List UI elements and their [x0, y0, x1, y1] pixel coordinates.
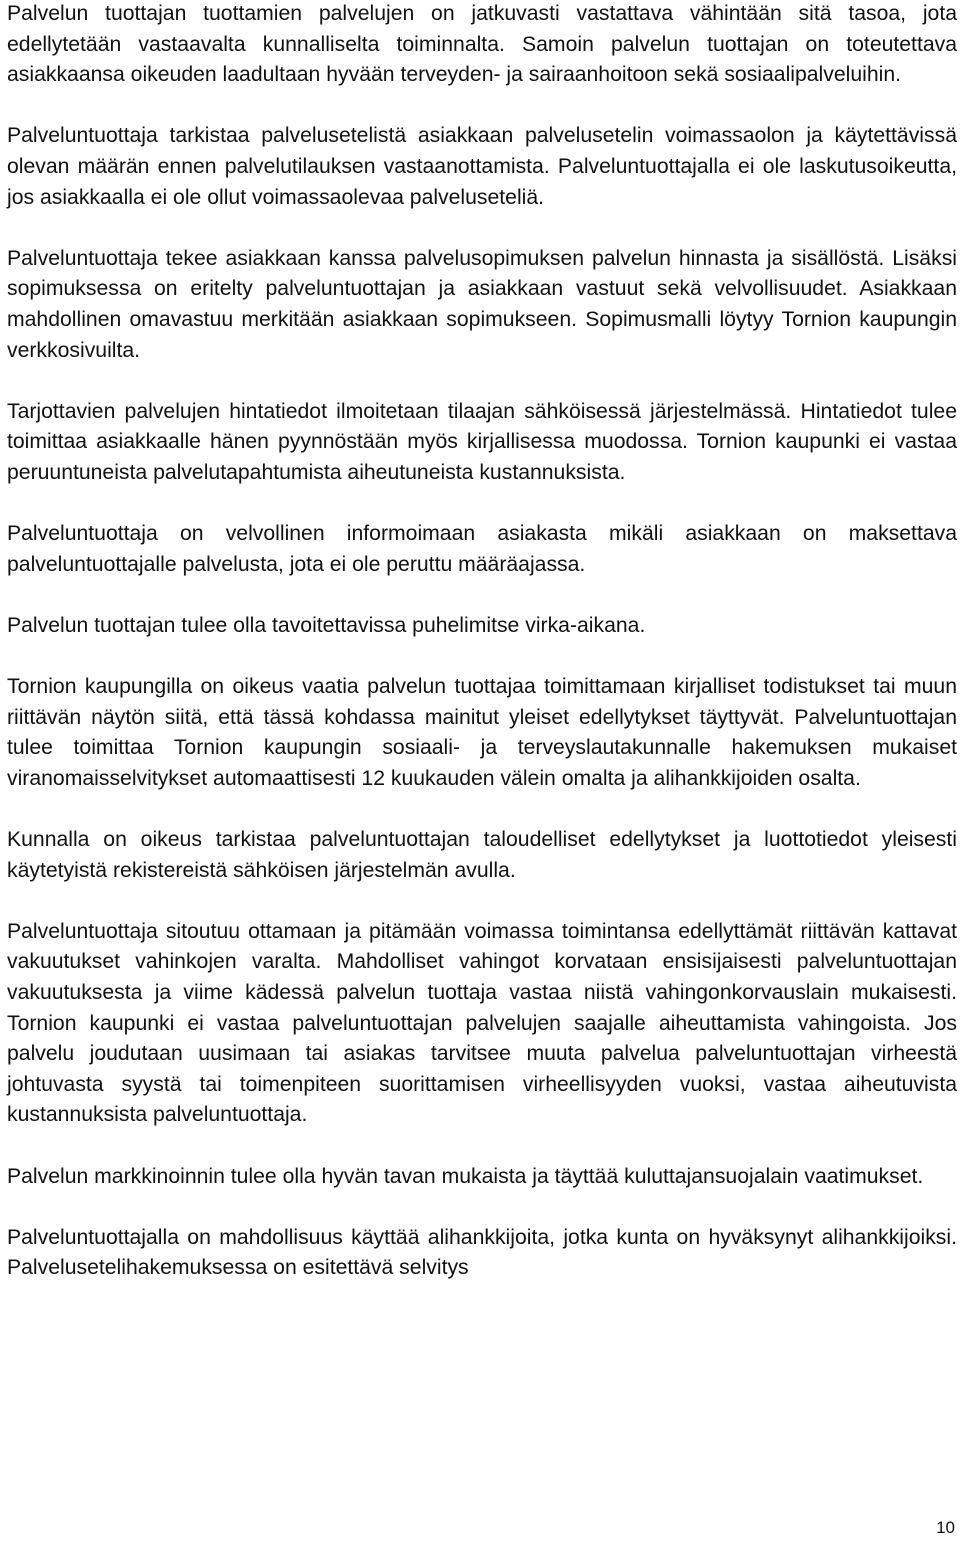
paragraph-insurance: Palveluntuottaja sitoutuu ottamaan ja pitämään voimassa toimintansa edellyttämät riittävän kattavat vakuutukset vahinkojen varalta. Mahdolliset vahingot korvataan ensisijaisesti palveluntuottajan vakuutuksesta ja viime kädessä palvelun tuottaja vastaa niistä vahingonkorvauslain mukaisesti. Tornion kaupunki ei vastaa palveluntuottajan palvelujen saajalle aiheuttamista vahingoista. Jos palvelu joudutaan uusimaan tai asiakas tarvitsee muuta palvelua palveluntuottajan virheestä johtuvasta syystä tai toimenpiteen suorittamisen virheellisyyden vuoksi, vastaa aiheutuvista kustannuksista palveluntuottaja.: [7, 919, 957, 1127]
paragraph-phone-availability: Palvelun tuottajan tulee olla tavoitettavissa puhelimitse virka-aikana.: [7, 613, 646, 637]
paragraph-marketing: Palvelun markkinoinnin tulee olla hyvän tavan mukaista ja täyttää kuluttajansuojalain vaatimukset.: [7, 1164, 924, 1188]
paragraph-service-agreement: Palveluntuottaja tekee asiakkaan kanssa palvelusopimuksen palvelun hinnasta ja sisällöstä. Lisäksi sopimuksessa on eritelty palveluntuottajan ja asiakkaan vastuut sekä velvollisuudet. Asiakkaan mahdollinen omavastuu merkitään asiakkaan sopimukseen. Sopimusmalli löytyy Tornion kaupungin verkkosivuilta.: [7, 246, 957, 362]
page-number: 10: [936, 1518, 955, 1537]
paragraph-certificates: Tornion kaupungilla on oikeus vaatia palvelun tuottajaa toimittamaan kirjalliset todistukset tai muun riittävän näytön siitä, että tässä kohdassa mainitut yleiset edellytykset täyttyvät. Palveluntuottajan tulee toimittaa Tornion kaupungin sosiaali- ja terveyslautakunnalle hakemuksen mukaiset viranomaisselvitykset automaattisesti 12 kuukauden välein omalta ja alihankkijoiden osalta.: [7, 675, 957, 790]
paragraph-subcontractors: Palveluntuottajalla on mahdollisuus käyttää alihankkijoita, jotka kunta on hyväksynyt alihankkijoiksi. Palvelusetelihakemuksessa on esitettävä selvitys: [7, 1225, 957, 1280]
paragraph-price-information: Tarjottavien palvelujen hintatiedot ilmoitetaan tilaajan sähköisessä järjestelmässä. Hintatiedot tulee toimittaa asiakkaalle hänen pyynnöstään myös kirjallisessa muodossa. Tornion kaupunki ei vastaa peruuntuneista palvelutapahtumista aiheutuneista kustannuksista.: [7, 399, 957, 484]
paragraph-voucher-check: Palveluntuottaja tarkistaa palvelusetelistä asiakkaan palvelusetelin voimassaolon ja käytettävissä olevan määrän ennen palvelutilauksen vastaanottamista. Palveluntuottajalla ei ole laskutusoikeutta, jos asiakkaalla ei ole ollut voimassaolevaa palveluseteliä.: [7, 124, 957, 209]
paragraph-cancellation-info: Palveluntuottaja on velvollinen informoimaan asiakasta mikäli asiakkaan on maksettava palveluntuottajalle palvelusta, jota ei ole peruttu määräajassa.: [7, 522, 957, 576]
paragraph-service-level: Palvelun tuottajan tuottamien palvelujen on jatkuvasti vastattava vähintään sitä tasoa, jota edellytetään vastaavalta kunnalliselta toiminnalta. Samoin palvelun tuottajan on toteutettava asiakkaansa oikeuden laadultaan hyvään terveyden- ja sairaanhoitoon sekä sosiaalipalveluihin.: [7, 2, 957, 87]
paragraph-financial-check: Kunnalla on oikeus tarkistaa palveluntuottajan taloudelliset edellytykset ja luottotiedot yleisesti käytetyistä rekistereistä sähköisen järjestelmän avulla.: [7, 828, 957, 882]
document-page: [7, 0, 957, 1315]
